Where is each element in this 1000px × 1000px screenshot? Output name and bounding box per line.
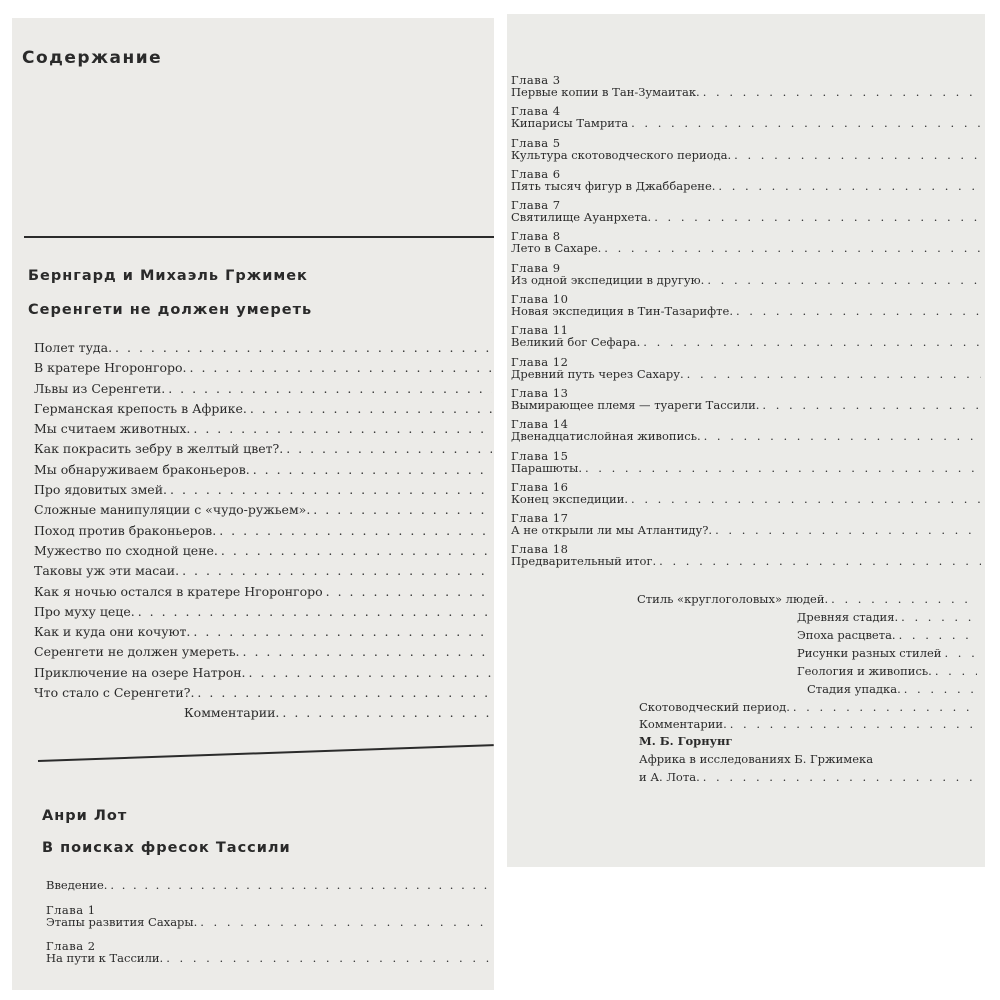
right-page bbox=[507, 14, 985, 867]
chapter-entry: Глава 14 Двенадцатислойная живопись. . . . bbox=[511, 418, 981, 449]
page-title: Содержание bbox=[22, 48, 163, 68]
chapter-entry bbox=[46, 940, 492, 964]
book-title: Серенгети не должен умереть bbox=[28, 302, 313, 318]
subentry: и А. Лота. . . . bbox=[639, 770, 977, 784]
chapter-list bbox=[511, 74, 981, 575]
toc-entry: Германская крепость в Африке. . . . bbox=[34, 401, 492, 421]
author-name: Анри Лот bbox=[42, 808, 128, 824]
toc-entry: Как и куда они кочуют. . . . bbox=[34, 624, 492, 644]
section-divider bbox=[38, 744, 494, 762]
chapter-entry: Глава 6 Пять тысяч фигур в Джаббарене. . . . bbox=[511, 168, 981, 199]
toc-entry: Сложные манипуляции с «чудо-ружьем». . . . bbox=[34, 502, 492, 522]
subentry-author: М. Б. Горнунг bbox=[639, 734, 733, 748]
subentry: Стадия упадка. . . . bbox=[807, 682, 977, 696]
chapter-entry: Глава 13 Вымирающее племя — туареги Тассили. . . . bbox=[511, 387, 981, 418]
toc-entry: Как покрасить зебру в желтый цвет?. . . . bbox=[34, 441, 492, 461]
chapter-entry: Глава 12 Древний путь через Сахару. . . . bbox=[511, 356, 981, 387]
toc-entry: Львы из Серенгети. . . . bbox=[34, 381, 492, 401]
subentry: Стиль «круглоголовых» людей. . . . bbox=[637, 592, 977, 606]
chapter-entry: Глава 16 Конец экспедиции. . . . bbox=[511, 481, 981, 512]
toc-entry-intro: Введение. . . . bbox=[46, 878, 492, 892]
subentry: Древняя стадия. . . . bbox=[797, 610, 977, 624]
toc-entry: Таковы уж эти масаи. . . . bbox=[34, 563, 492, 583]
chapter-entry: Глава 7 Святилище Ауанрхета. . . . bbox=[511, 199, 981, 230]
chapter-entry: Глава 8 Лето в Сахаре. . . . bbox=[511, 230, 981, 261]
chapter-entry: Глава 15 Парашюты. . . . bbox=[511, 450, 981, 481]
author-name: Бернгард и Михаэль Гржимек bbox=[28, 268, 308, 284]
toc-entry: Мужество по сходной цене. . . . bbox=[34, 543, 492, 563]
chapter-number: Глава 1 bbox=[46, 903, 96, 917]
toc-entry: В кратере Нгоронгоро. . . . bbox=[34, 360, 492, 380]
toc-entry: Серенгети не должен умереть. . . . bbox=[34, 644, 492, 664]
toc-entry: Поход против браконьеров. . . . bbox=[34, 523, 492, 543]
toc-entry: Что стало с Серенгети?. . . . bbox=[34, 685, 492, 705]
toc-entry: Про ядовитых змей. . . . bbox=[34, 482, 492, 502]
book-title: В поисках фресок Тассили bbox=[42, 840, 291, 856]
toc-entry: Про муху цеце. . . . bbox=[34, 604, 492, 624]
subentry: Геология и живопись. . . . bbox=[797, 664, 977, 678]
chapter-number: Глава 2 bbox=[46, 939, 96, 953]
section-divider bbox=[24, 236, 494, 238]
toc-entry: Как я ночью остался в кратере Нгоронгоро . . . bbox=[34, 584, 492, 604]
chapter-entry: Глава 3 Первые копии в Тан-Зумаитак. . . . bbox=[511, 74, 981, 105]
subentry: Скотоводческий период. . . . bbox=[639, 700, 977, 714]
chapter-entry: Глава 18 Предварительный итог. . . . bbox=[511, 543, 981, 574]
chapter-title: На пути к Тассили. bbox=[46, 951, 164, 965]
chapter-entry: Глава 9 Из одной экспедиции в другую. . . . bbox=[511, 262, 981, 293]
subentry: Африка в исследованиях Б. Гржимека bbox=[639, 752, 874, 766]
toc-entry: Мы обнаруживаем браконьеров. . . . bbox=[34, 462, 492, 482]
chapter-title: Этапы развития Сахары. bbox=[46, 915, 198, 929]
toc-entry: Полет туда. . . . bbox=[34, 340, 492, 360]
chapter-entry: Глава 17 А не открыли ли мы Атлантиду?. . . . bbox=[511, 512, 981, 543]
subentry: Эпоха расцвета. . . . bbox=[797, 628, 977, 642]
toc-entry-comments: Комментарии. . . . bbox=[34, 705, 492, 725]
chapter-entry: Глава 10 Новая экспедиция в Тин-Тазарифте. . . . bbox=[511, 293, 981, 324]
subentry: Комментарии. . . . bbox=[639, 717, 977, 731]
toc-list-serengeti bbox=[34, 340, 492, 726]
toc-entry: Мы считаем животных. . . . bbox=[34, 421, 492, 441]
toc-entry: Приключение на озере Натрон. . . . bbox=[34, 665, 492, 685]
subentry: Рисунки разных стилей . . . bbox=[797, 646, 977, 660]
chapter-entry: Глава 11 Великий бог Сефара. . . . bbox=[511, 324, 981, 355]
chapter-entry bbox=[46, 904, 492, 928]
chapter-entry: Глава 5 Культура скотоводческого периода. . . . bbox=[511, 137, 981, 168]
chapter-entry: Глава 4 Кипарисы Тамрита . . . bbox=[511, 105, 981, 136]
left-page bbox=[12, 18, 494, 990]
